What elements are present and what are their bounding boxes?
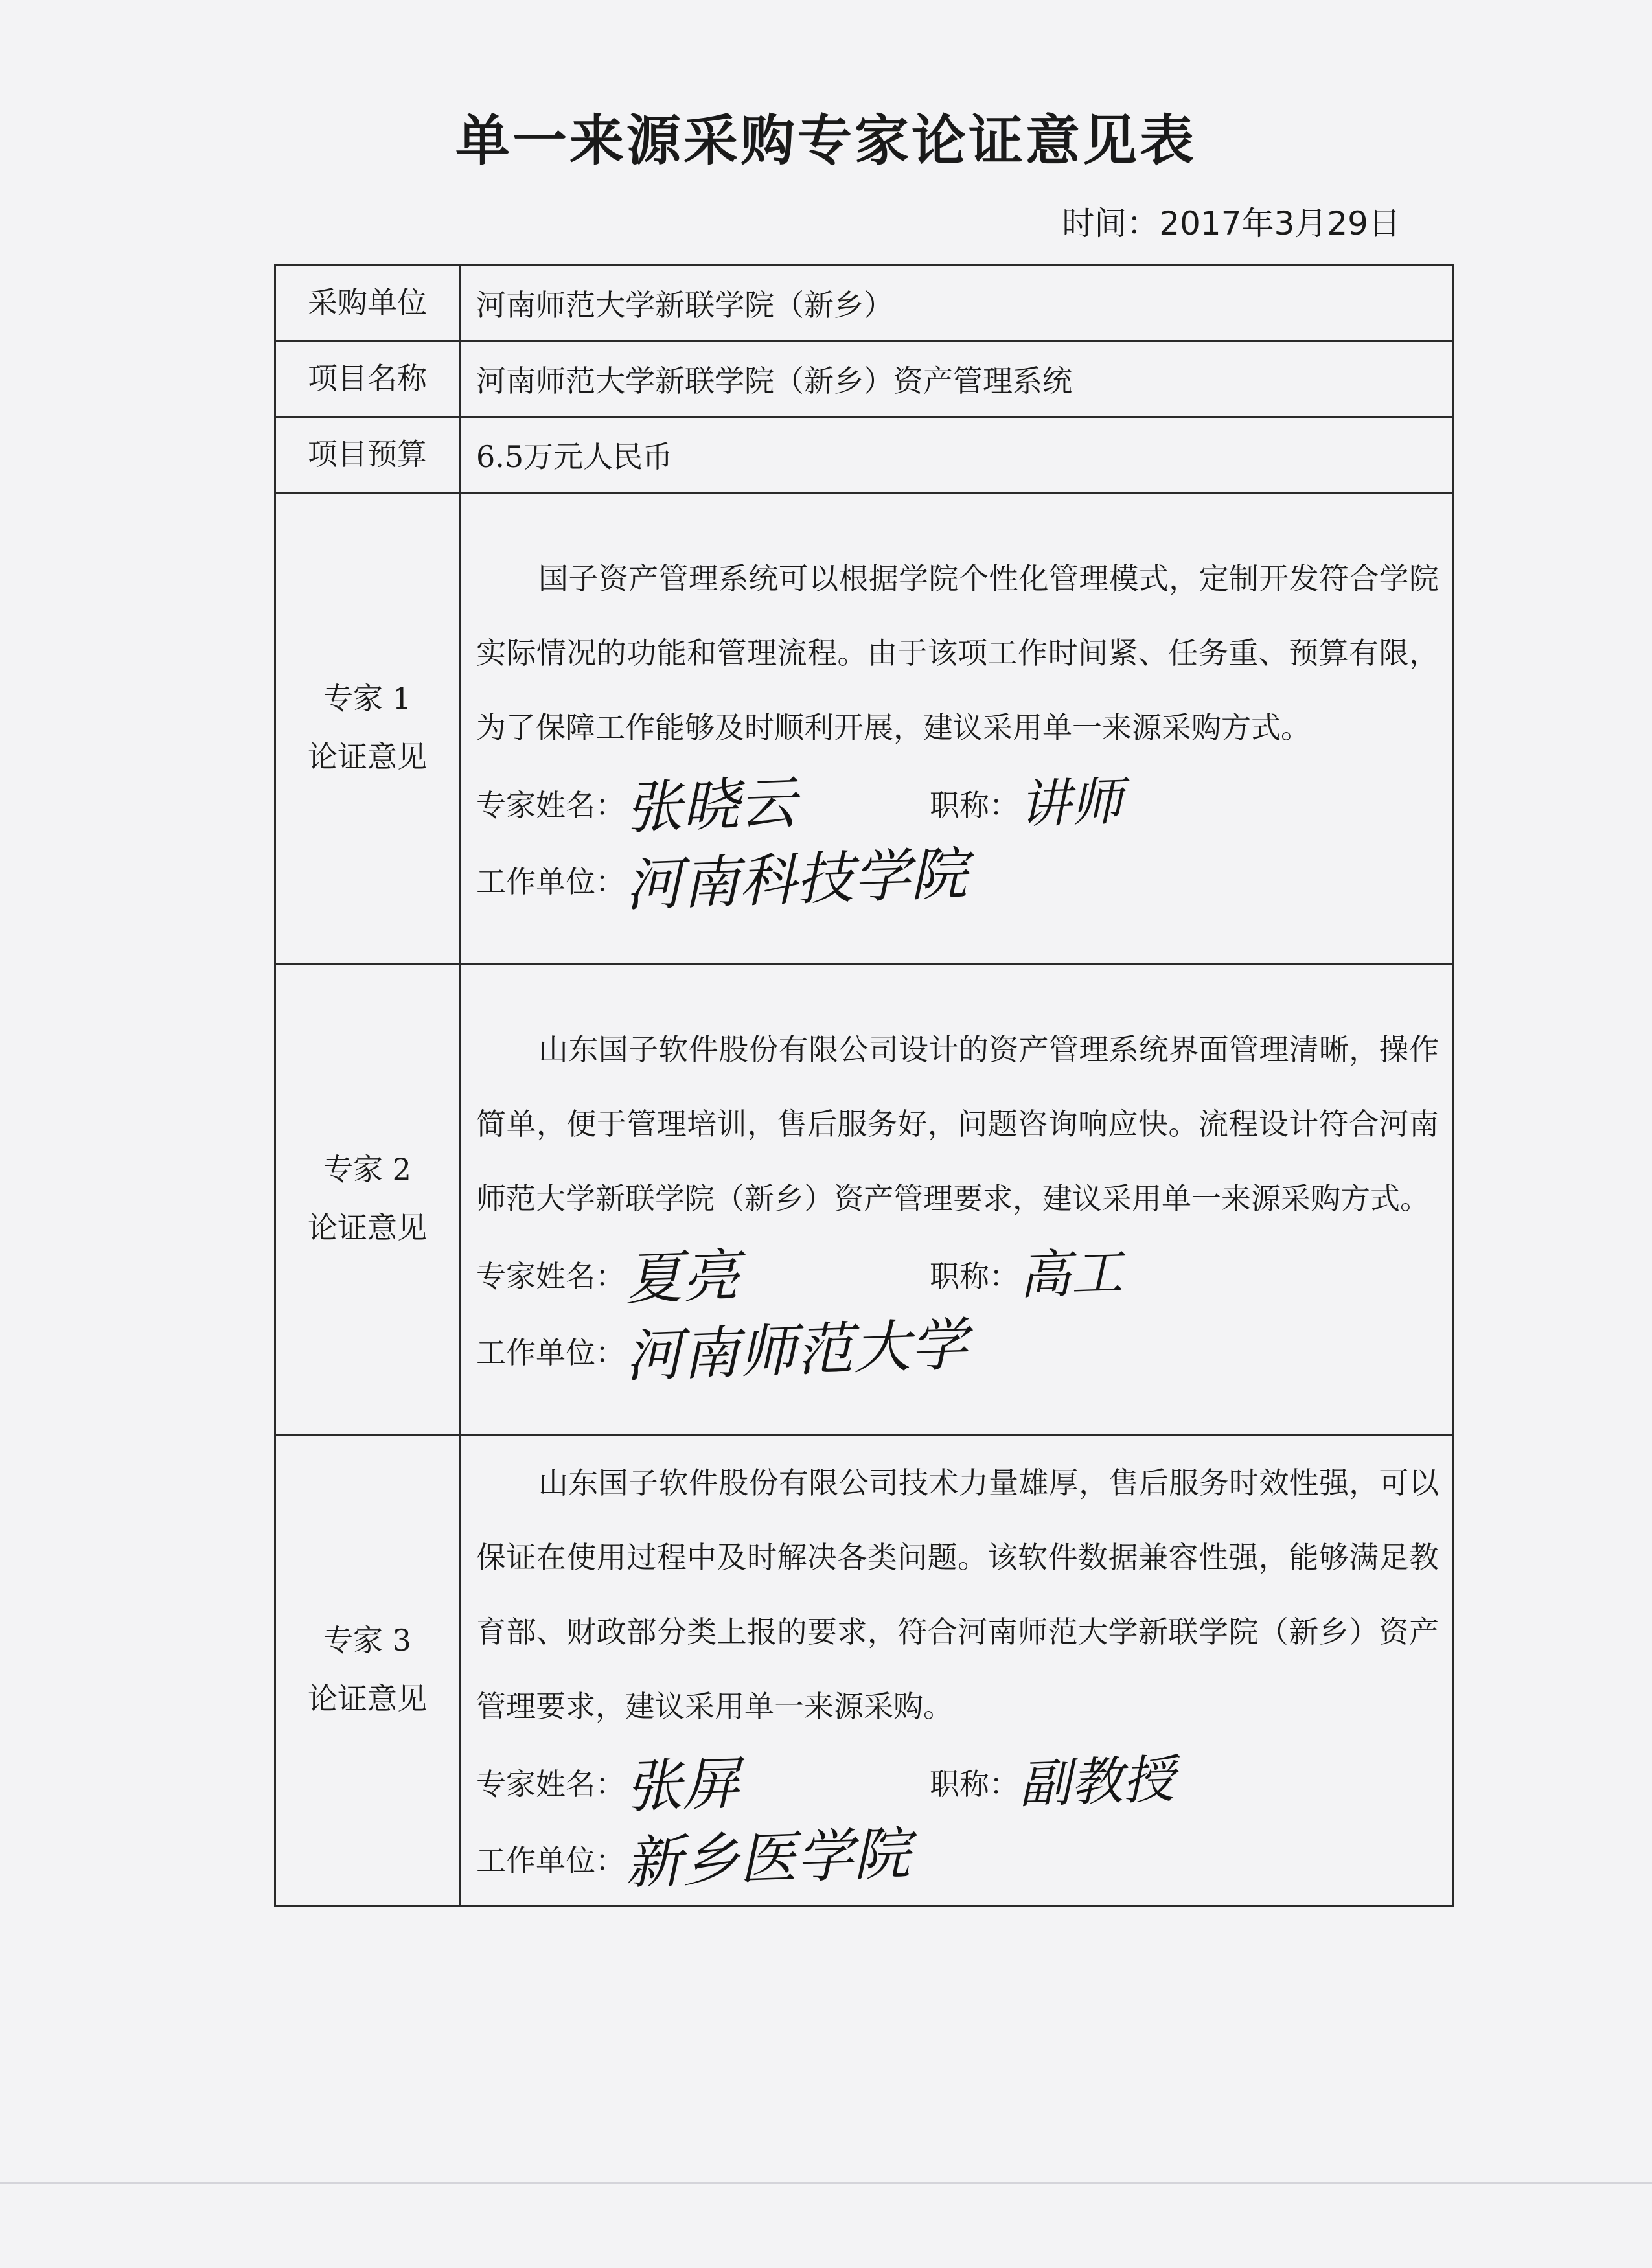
expert-1-label-caption: 论证意见 xyxy=(308,739,427,774)
expert-3-title-label: 职称： xyxy=(930,1767,1019,1802)
expert-1-unit-handwritten: 河南科技学院 xyxy=(624,840,969,919)
expert-1-name-signature: 张晓云 xyxy=(624,768,797,842)
expert-2-opinion-text: 山东国子软件股份有限公司设计的资产管理系统界面管理清晰，操作简单，便于管理培训，售后服务好，问题咨询响应快。流程设计符合河南师范大学新联学院（新乡）资产管理要求，建议采用单一来源采购方式。 xyxy=(476,1031,1439,1216)
expert-3-label-caption: 论证意见 xyxy=(308,1681,427,1716)
expert-2-unit-line xyxy=(476,1312,1439,1389)
document-date: 时间：2017年3月29日 xyxy=(1062,205,1401,242)
expert-2-name-signature: 夏亮 xyxy=(624,1241,740,1312)
expert-2-label-caption: 论证意见 xyxy=(308,1210,427,1245)
expert-1-name-line xyxy=(476,765,1439,842)
expert-3-unit-label: 工作单位： xyxy=(476,1843,625,1878)
expert-2-opinion-cell xyxy=(460,964,1453,1435)
expert-1-label-number: 专家 1 xyxy=(323,681,411,716)
document-title: 单一来源采购专家论证意见表 xyxy=(455,109,1197,172)
expert-2-label-number: 专家 2 xyxy=(323,1152,411,1187)
expert-opinion-form xyxy=(274,264,1454,1907)
purchaser-label: 采购单位 xyxy=(275,266,460,341)
expert-3-name-signature: 张屏 xyxy=(624,1750,740,1821)
expert-3-opinion-cell xyxy=(460,1435,1453,1906)
expert-1-unit-label: 工作单位： xyxy=(476,864,625,899)
purchaser-row xyxy=(275,266,1453,341)
expert-2-row xyxy=(275,964,1453,1435)
budget-value: 6.5万元人民币 xyxy=(460,417,1453,493)
scan-page-edge xyxy=(0,2182,1652,2184)
purchaser-value: 河南师范大学新联学院（新乡） xyxy=(460,266,1453,341)
budget-label: 项目预算 xyxy=(275,417,460,493)
expert-2-name-line xyxy=(476,1236,1439,1312)
expert-2-title-handwritten: 高工 xyxy=(1018,1241,1124,1306)
expert-3-name-line xyxy=(476,1744,1439,1820)
expert-1-label xyxy=(275,493,460,964)
expert-1-opinion-text: 国子资产管理系统可以根据学院个性化管理模式，定制开发符合学院实际情况的功能和管理流程。由于该项工作时间紧、任务重、预算有限，为了保障工作能够及时顺利开展，建议采用单一来源采购方式。 xyxy=(476,560,1439,745)
expert-3-title-handwritten: 副教授 xyxy=(1018,1748,1176,1815)
project-name-row xyxy=(275,341,1453,417)
expert-3-unit-line xyxy=(476,1820,1439,1897)
expert-2-label xyxy=(275,964,460,1435)
expert-1-unit-line xyxy=(476,842,1439,918)
expert-2-title-label: 职称： xyxy=(930,1258,1019,1294)
expert-3-row xyxy=(275,1435,1453,1906)
expert-2-unit-label: 工作单位： xyxy=(476,1334,625,1370)
budget-row xyxy=(275,417,1453,493)
expert-2-name-label: 专家姓名： xyxy=(476,1258,625,1294)
expert-1-row xyxy=(275,493,1453,964)
expert-1-title-handwritten: 讲师 xyxy=(1018,770,1124,835)
expert-2-unit-handwritten: 河南师范大学 xyxy=(624,1311,969,1390)
expert-3-label-number: 专家 3 xyxy=(323,1623,411,1658)
project-name-value: 河南师范大学新联学院（新乡）资产管理系统 xyxy=(460,341,1453,417)
project-name-label: 项目名称 xyxy=(275,341,460,417)
expert-1-title-label: 职称： xyxy=(930,787,1019,823)
expert-1-name-label: 专家姓名： xyxy=(476,787,625,823)
expert-3-unit-handwritten: 新乡医学院 xyxy=(624,1820,912,1897)
expert-3-label xyxy=(275,1435,460,1906)
expert-3-name-label: 专家姓名： xyxy=(476,1767,625,1802)
expert-1-opinion-cell xyxy=(460,493,1453,964)
expert-3-opinion-text: 山东国子软件股份有限公司技术力量雄厚，售后服务时效性强，可以保证在使用过程中及时解决各类问题。该软件数据兼容性强，能够满足教育部、财政部分类上报的要求，符合河南师范大学新联学院（新乡）资产管理要求，建议采用单一来源采购。 xyxy=(476,1465,1439,1724)
